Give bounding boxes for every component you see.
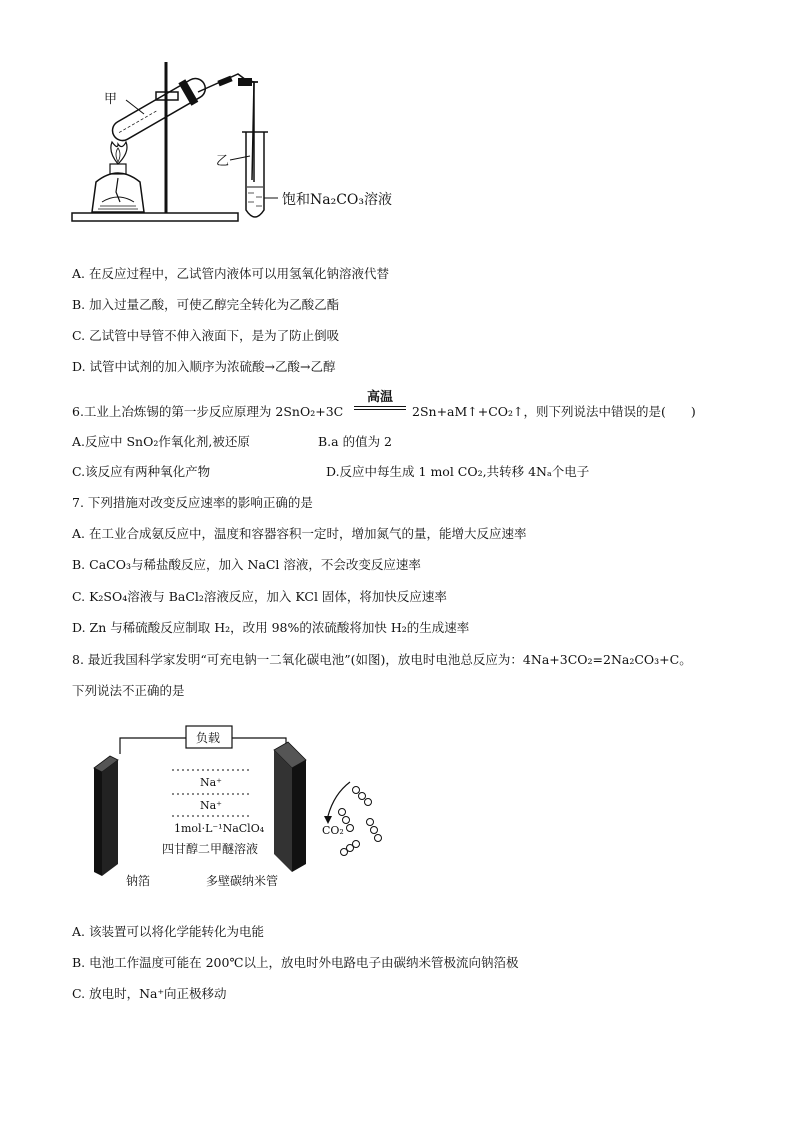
battery-drawing [88, 720, 418, 890]
q7-option-c: C. K₂SO₄溶液与 BaCl₂溶液反应，加入 KCl 固体，将加快反应速率 [72, 589, 447, 604]
solvent-label: 四甘醇二甲醚溶液 [162, 842, 259, 856]
anode-label: 钠箔 [126, 874, 151, 888]
q7-option-a: A. 在工业合成氨反应中，温度和容器容积一定时，增加氮气的量，能增大反应速率 [72, 526, 527, 541]
q6-option-b: B.a 的值为 2 [318, 434, 393, 449]
q6-option-c: C.该反应有两种氧化产物 [72, 464, 211, 479]
ion-label-2: Na⁺ [200, 799, 222, 812]
equals-bar [354, 406, 406, 410]
q5-option-d: D. 试管中试剂的加入顺序为浓硫酸→乙酸→乙醇 [72, 359, 336, 374]
q8-stem-line1: 8. 最近我国科学家发明“可充电钠一二氧化碳电池”(如图)，放电时电池总反应为：4Na+3CO₂=2Na₂CO₃+C。 [72, 652, 692, 667]
q6-stem-part2: 2Sn+aM↑+CO₂↑，则下列说法中错误的是( ) [412, 404, 696, 419]
q7-stem: 7. 下列措施对改变反应速率的影响正确的是 [72, 495, 313, 510]
q5-option-c: C. 乙试管中导管不伸入液面下，是为了防止倒吸 [72, 328, 340, 343]
q7-option-d: D. Zn 与稀硫酸反应制取 H₂，改用 98%的浓硫酸将加快 H₂的生成速率 [72, 620, 470, 635]
electrolyte-label: 1mol·L⁻¹NaClO₄ [174, 822, 265, 835]
reaction-condition [354, 386, 406, 410]
label-tube-yi: 乙 [216, 154, 230, 169]
q8-stem-line2: 下列说法不正确的是 [72, 683, 185, 698]
q8-option-a: A. 该装置可以将化学能转化为电能 [72, 924, 264, 939]
q6-stem-part1: 6.工业上冶炼锡的第一步反应原理为 2SnO₂+3C [72, 404, 344, 419]
q7-option-b: B. CaCO₃与稀盐酸反应，加入 NaCl 溶液，不会改变反应速率 [72, 557, 421, 572]
q8-option-c: C. 放电时，Na⁺向正极移动 [72, 986, 227, 1001]
condition-label: 高温 [366, 390, 393, 405]
label-solution: 饱和Na₂CO₃溶液 [282, 192, 393, 208]
q5-option-a: A. 在反应过程中，乙试管内液体可以用氢氧化钠溶液代替 [72, 266, 389, 281]
q6-option-a: A.反应中 SnO₂作氧化剂,被还原 [72, 434, 250, 449]
gas-label: CO₂ [322, 824, 344, 837]
ion-label-1: Na⁺ [200, 776, 222, 789]
battery-figure [88, 720, 418, 890]
apparatus-figure [68, 52, 428, 232]
cathode-label: 多壁碳纳米管 [206, 874, 279, 888]
q6-option-d: D.反应中每生成 1 mol CO₂,共转移 4Nₐ个电子 [326, 464, 590, 479]
label-tube-jia: 甲 [104, 92, 118, 107]
q8-option-b: B. 电池工作温度可能在 200℃以上，放电时外电路电子由碳纳米管极流向钠箔极 [72, 955, 519, 970]
q5-option-b: B. 加入过量乙酸，可使乙醇完全转化为乙酸乙酯 [72, 297, 340, 312]
load-label: 负载 [196, 731, 221, 745]
